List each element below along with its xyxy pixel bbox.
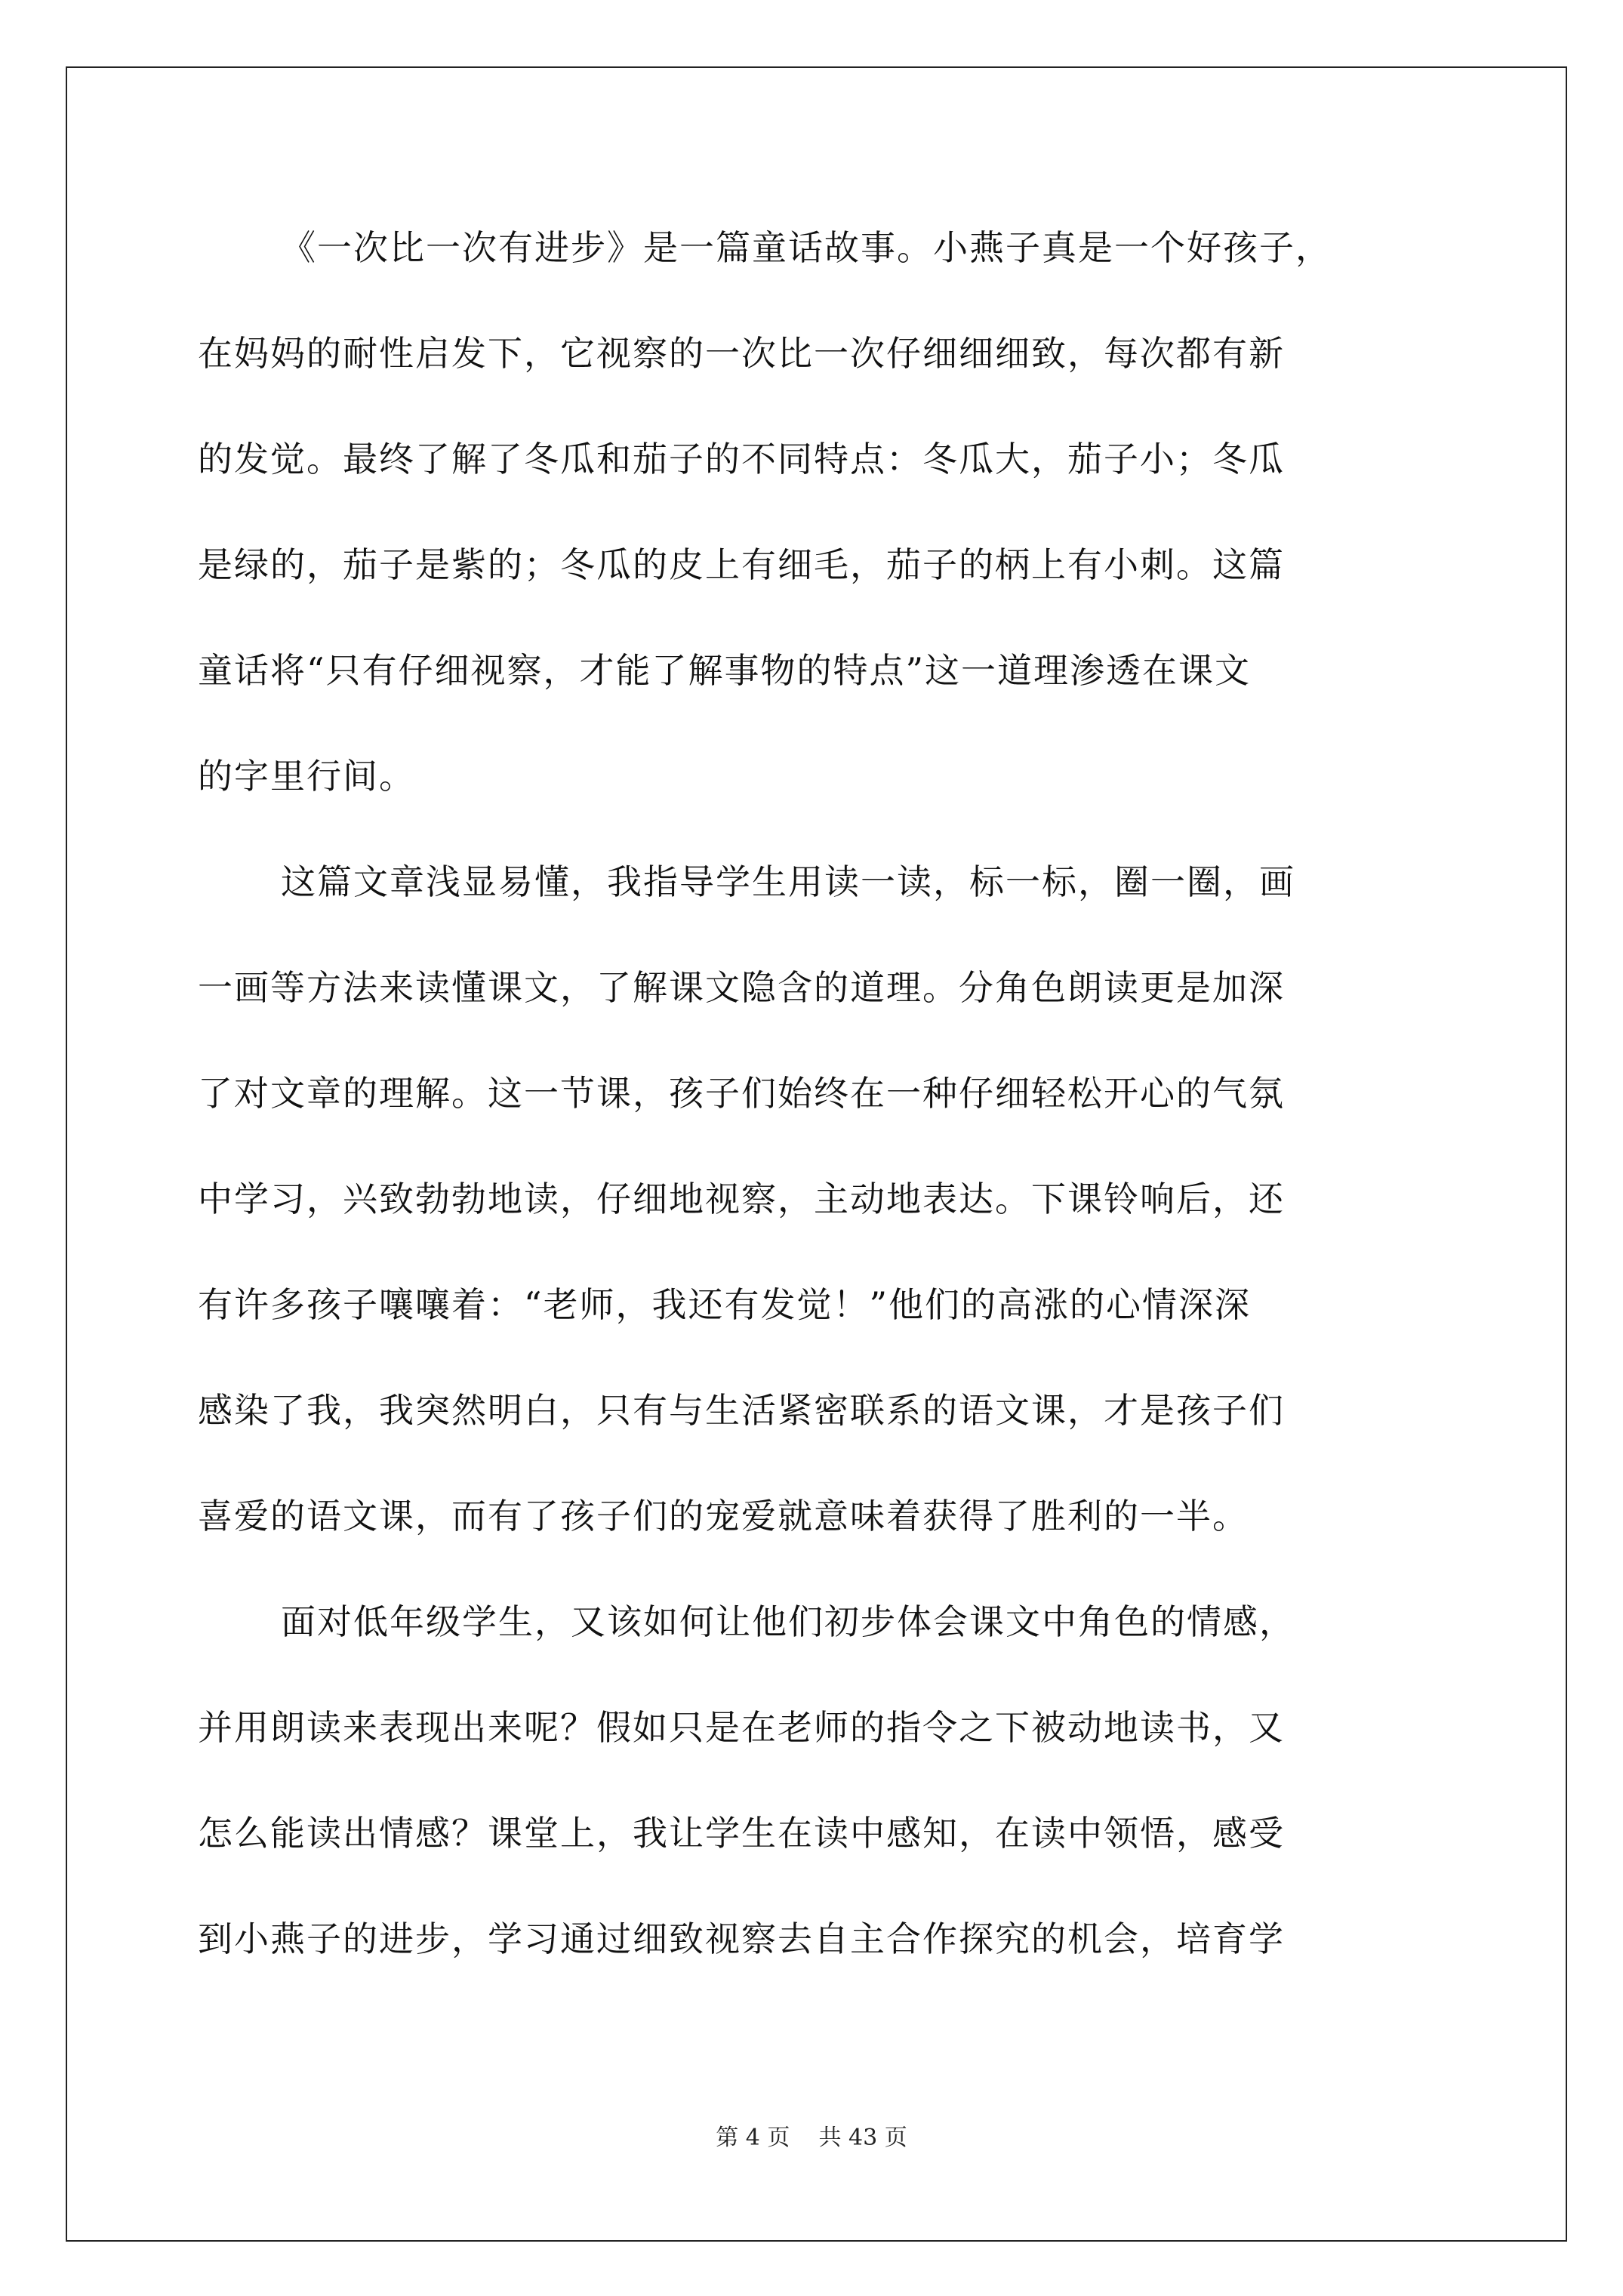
paragraph-1 — [198, 195, 1440, 829]
paragraph-line: 了对文章的理解。这一节课，孩子们始终在一种仔细轻松开心的气氛 — [198, 1073, 1285, 1114]
paragraph-line: 面对低年级学生，又该如何让他们初步体会课文中角色的情感， — [281, 1601, 1295, 1642]
paragraph-line: 喜爱的语文课，而有了孩子们的宠爱就意味着获得了胜利的一半。 — [198, 1496, 1249, 1536]
paragraph-line: 怎么能读出情感？课堂上，我让学生在读中感知，在读中领悟，感受 — [198, 1813, 1285, 1854]
paragraph-line: 的字里行间。 — [198, 756, 415, 797]
paragraph-line: 到小燕子的进步，学习通过细致视察去自主合作探究的机会，培育学 — [198, 1918, 1285, 1959]
paragraph-line: 并用朗读来表现出来呢？假如只是在老师的指令之下被动地读书，又 — [198, 1707, 1285, 1748]
paragraph-line: 童话将“只有仔细视察，才能了解事物的特点”这一道理渗透在课文 — [198, 650, 1252, 691]
page-number-footer: 第 4 页 共 43 页 — [716, 2125, 907, 2151]
paragraph-line: 在妈妈的耐性启发下，它视察的一次比一次仔细细细致，每次都有新 — [198, 333, 1285, 374]
paragraph-3 — [198, 1569, 1440, 1992]
paragraph-line: 的发觉。最终了解了冬瓜和茄子的不同特点：冬瓜大，茄子小；冬瓜 — [198, 439, 1285, 479]
paragraph-line: 《一次比一次有进步》是一篇童话故事。小燕子真是一个好孩子， — [281, 227, 1332, 268]
document-body — [198, 195, 1440, 1992]
paragraph-2 — [198, 829, 1440, 1569]
paragraph-line: 一画等方法来读懂课文，了解课文隐含的道理。分角色朗读更是加深 — [198, 967, 1285, 1008]
paragraph-line: 这篇文章浅显易懂，我指导学生用读一读，标一标，圈一圈，画 — [281, 861, 1295, 902]
paragraph-line: 中学习，兴致勃勃地读，仔细地视察，主动地表达。下课铃响后，还 — [198, 1179, 1285, 1219]
paragraph-line: 是绿的，茄子是紫的；冬瓜的皮上有细毛，茄子的柄上有小刺。这篇 — [198, 544, 1285, 585]
paragraph-line: 有许多孩子嚷嚷着：“老师，我还有发觉！”他们的高涨的心情深深 — [198, 1284, 1252, 1325]
paragraph-line: 感染了我，我突然明白，只有与生活紧密联系的语文课，才是孩子们 — [198, 1390, 1285, 1431]
